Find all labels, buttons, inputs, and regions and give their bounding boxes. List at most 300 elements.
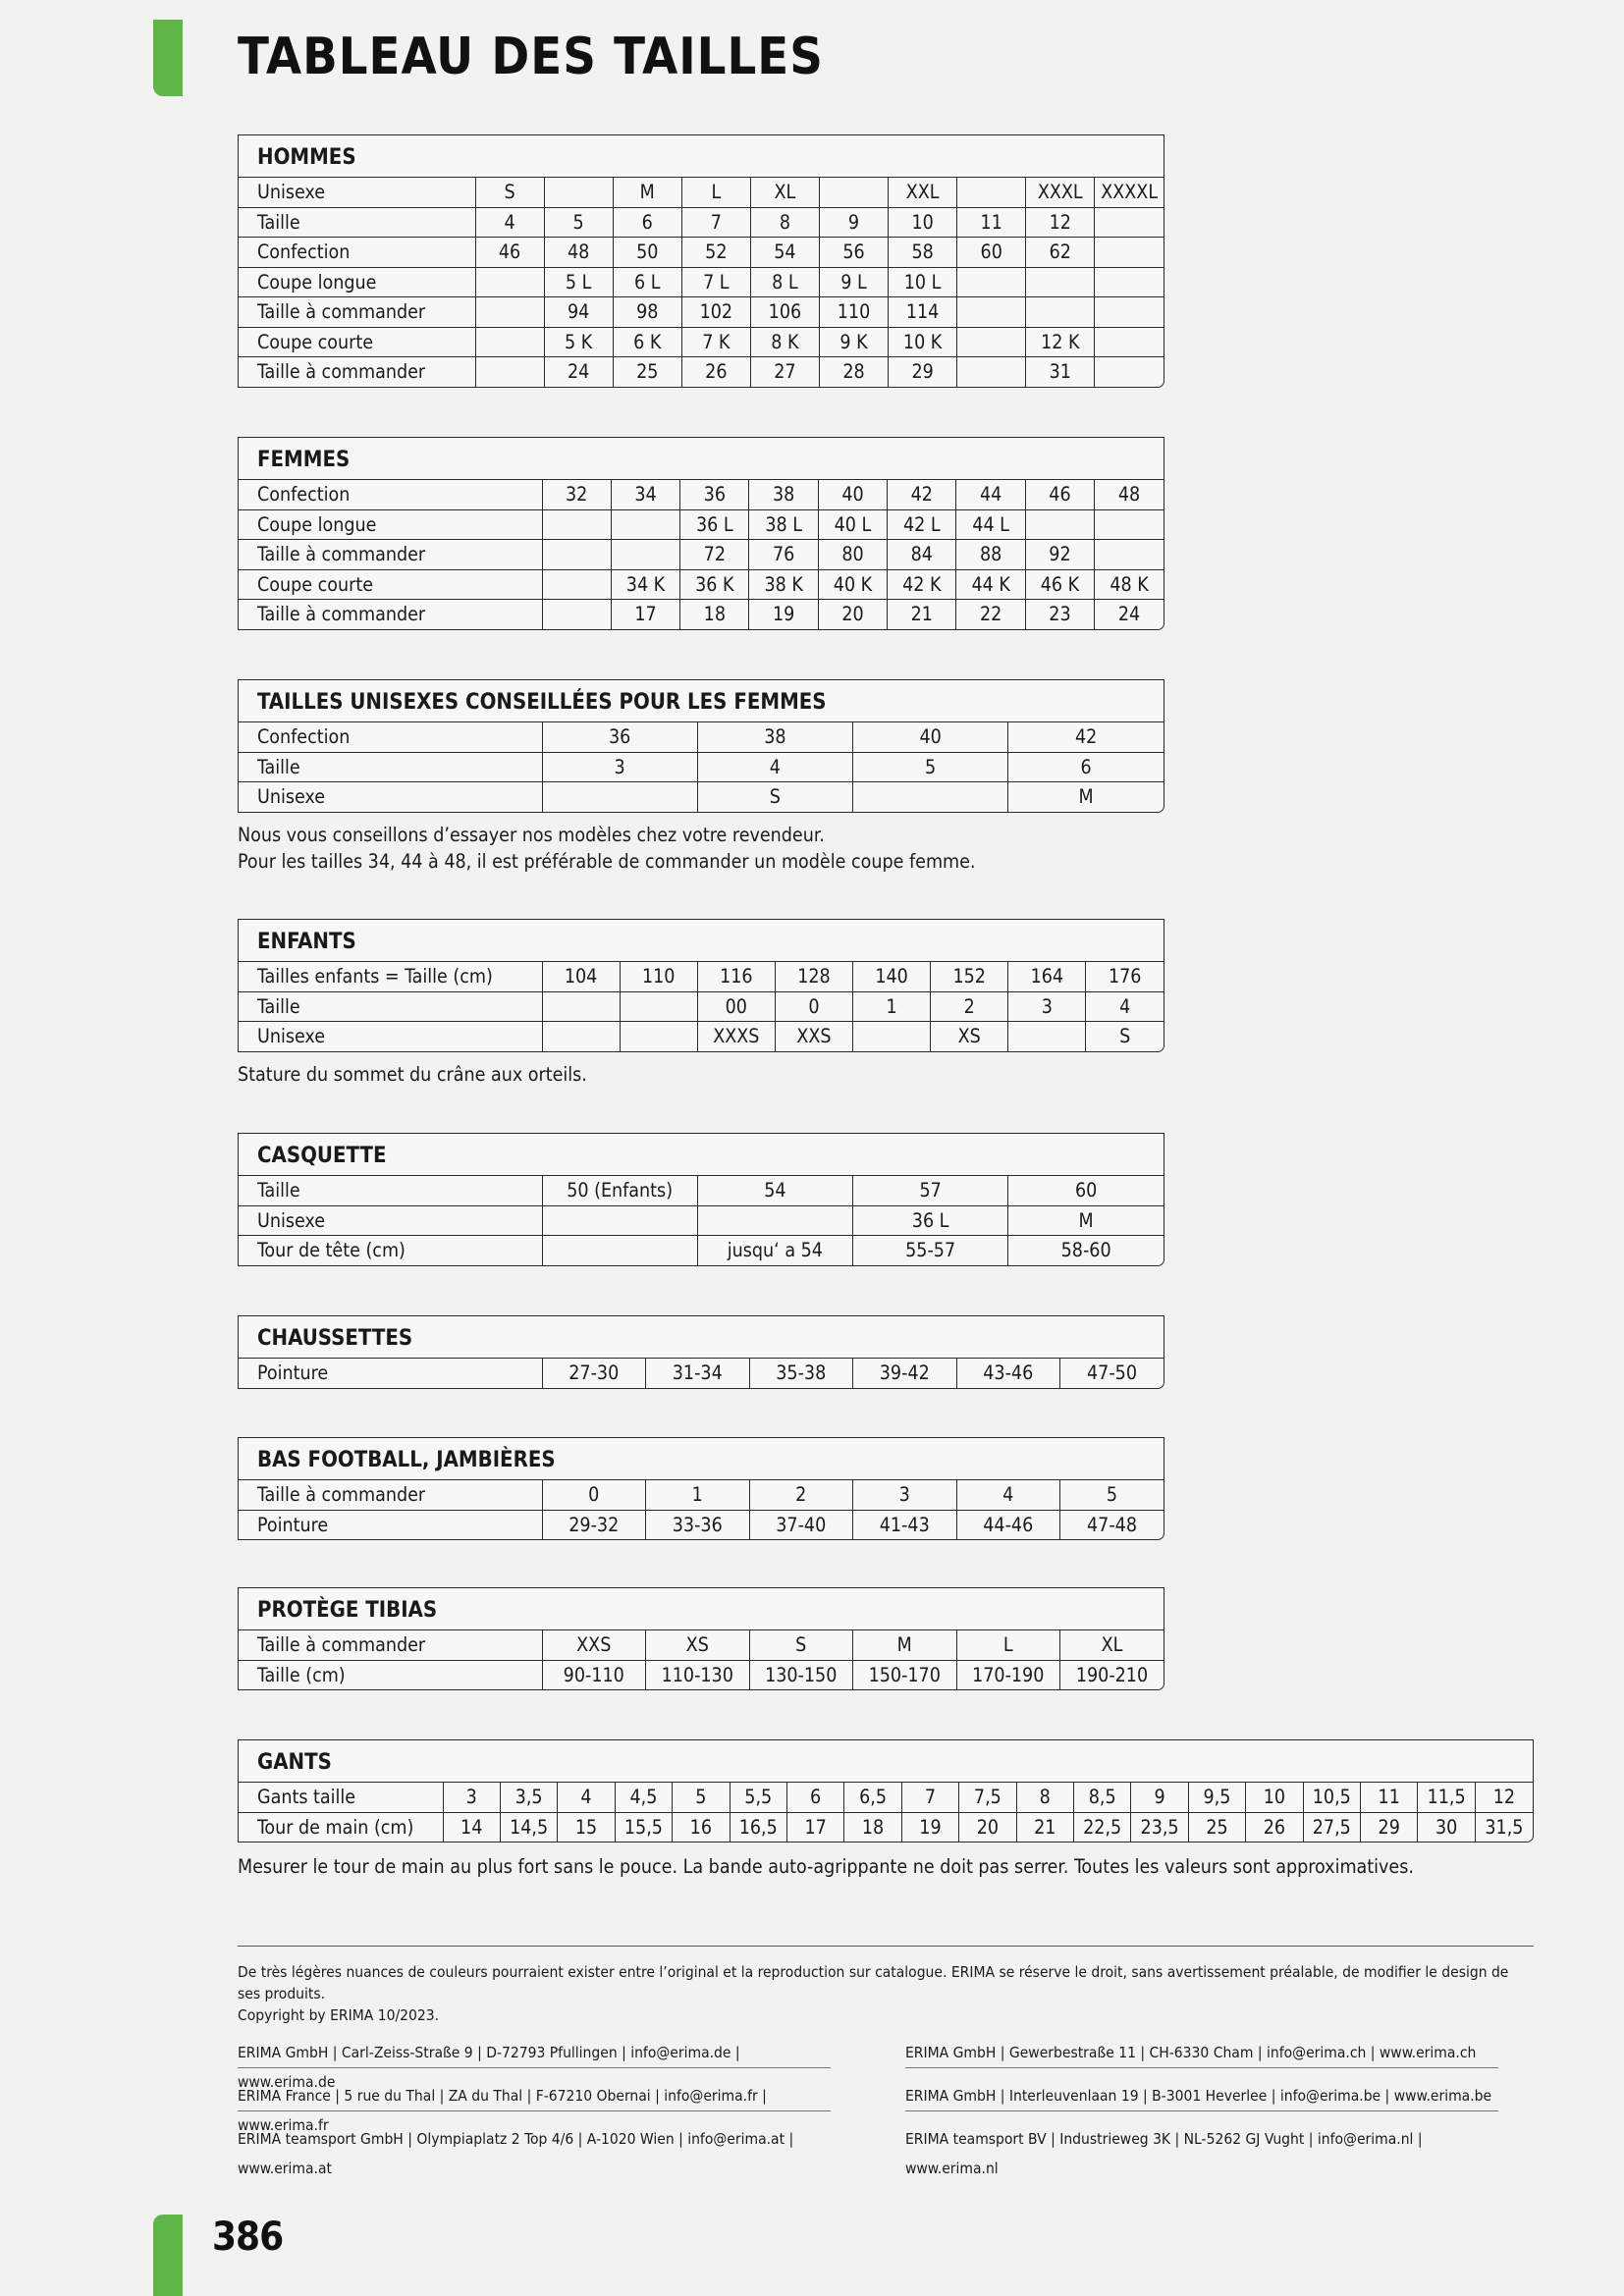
table-cell: 6: [1008, 752, 1164, 782]
table-row: [239, 991, 1164, 1022]
table-cell: 24: [1117, 603, 1141, 626]
table-cell: 102: [681, 297, 750, 328]
row-label: Taille à commander: [239, 540, 542, 570]
table-cell: 54: [750, 238, 819, 268]
table-cell: 11: [1361, 1783, 1418, 1812]
table-cell: 0: [542, 1480, 646, 1510]
table-cell: [1095, 540, 1164, 570]
gants-table-title: GANTS: [239, 1740, 1533, 1783]
row-label: Taille: [239, 1176, 542, 1205]
table-cell: 4: [956, 1480, 1060, 1510]
table-cell: 34 K: [611, 569, 679, 600]
table-cell: 40 L: [818, 509, 887, 540]
table-cell: M: [1078, 785, 1094, 809]
table-cell: 9 K: [819, 327, 888, 357]
table-cell: 10: [1246, 1783, 1303, 1812]
table-cell: [853, 782, 1008, 812]
table-cell: 6: [786, 1783, 843, 1812]
table-cell: 7: [681, 207, 750, 238]
table-cell: 41-43: [853, 1510, 957, 1539]
table-cell: [620, 1022, 697, 1051]
table-cell: 6: [613, 207, 681, 238]
table-cell: 27-30: [542, 1359, 646, 1388]
table-cell: 44: [956, 480, 1025, 509]
table-cell: 10,5: [1303, 1783, 1360, 1812]
row-label: Coupe longue: [239, 267, 475, 297]
table-cell: 8 K: [750, 327, 819, 357]
table-cell: 48 K: [1095, 569, 1164, 600]
femmes-size-table: [238, 437, 1164, 630]
table-cell: 44 L: [956, 509, 1025, 540]
table-cell: 4: [558, 1783, 615, 1812]
row-label: Coupe courte: [239, 327, 475, 357]
row-label: Unisexe: [239, 178, 475, 207]
table-cell: 90-110: [542, 1660, 646, 1689]
row-label: Tour de main (cm): [239, 1812, 443, 1842]
table-cell: 26: [1246, 1812, 1303, 1842]
table-cell: S: [475, 178, 544, 207]
table-row: [239, 1205, 1164, 1236]
chaussettes-size-table: [238, 1315, 1164, 1389]
table-cell: [957, 357, 1026, 387]
table-cell: [542, 1205, 697, 1236]
address-germany: ERIMA GmbH | Carl-Zeiss-Straße 9 | D-72793 Pfullingen | info@erima.de | www.erima.de: [238, 2038, 831, 2068]
table-cell: 104: [542, 962, 620, 991]
table-cell: M: [853, 1630, 957, 1660]
table-cell: 8,5: [1073, 1783, 1130, 1812]
table-cell: 47-48: [1087, 1513, 1137, 1536]
table-cell: 38: [697, 722, 852, 752]
table-cell: 1: [646, 1480, 750, 1510]
table-cell: [475, 327, 544, 357]
table-cell: 0: [775, 991, 852, 1022]
table-row: [239, 540, 1164, 570]
table-cell: 36 K: [680, 569, 749, 600]
address-austria: ERIMA teamsport GmbH | Olympiaplatz 2 Top 4/6 | A-1020 Wien | info@erima.at | www.erima.at: [238, 2130, 794, 2177]
table-cell: 60: [1008, 1176, 1164, 1205]
table-cell: 38 L: [749, 509, 818, 540]
hommes-table-title: HOMMES: [239, 135, 1164, 178]
table-cell: 7 L: [681, 267, 750, 297]
table-cell: 16,5: [730, 1812, 786, 1842]
row-label: Confection: [239, 722, 542, 752]
gants-note: Mesurer le tour de main au plus fort sans le pouce. La bande auto-agrippante ne doit pas serrer. Toutes les valeurs sont approximatives.: [238, 1855, 1414, 1878]
table-cell: [542, 600, 611, 629]
table-cell: 46: [475, 238, 544, 268]
row-label: Pointure: [239, 1510, 542, 1539]
table-cell: 176: [1086, 962, 1164, 991]
row-label: Taille: [239, 991, 542, 1022]
table-cell: 14: [443, 1812, 500, 1842]
table-cell: 25: [613, 357, 681, 387]
row-label: Taille: [239, 207, 475, 238]
table-cell: 42: [1008, 722, 1164, 752]
table-row: [239, 297, 1164, 328]
table-cell: 5: [673, 1783, 730, 1812]
table-cell: 164: [1008, 962, 1086, 991]
table-cell: 52: [681, 238, 750, 268]
table-cell: [475, 297, 544, 328]
address-netherlands: ERIMA teamsport BV | Industrieweg 3K | NL-5262 GJ Vught | info@erima.nl | www.erima.nl: [905, 2130, 1423, 2177]
table-cell: 3: [443, 1783, 500, 1812]
address-switzerland: ERIMA GmbH | Gewerbestraße 11 | CH-6330 Cham | info@erima.ch | www.erima.ch: [905, 2038, 1498, 2068]
table-cell: 190-210: [1075, 1663, 1149, 1686]
table-cell: 110-130: [646, 1660, 750, 1689]
table-cell: 56: [819, 238, 888, 268]
table-row: [239, 1660, 1164, 1689]
table-cell: 18: [680, 600, 749, 629]
table-row: [239, 267, 1164, 297]
table-cell: 60: [957, 238, 1026, 268]
table-row: [239, 1236, 1164, 1265]
table-cell: XL: [1060, 1630, 1164, 1660]
table-cell: 33-36: [646, 1510, 750, 1539]
table-row: [239, 962, 1164, 991]
table-cell: 9: [1131, 1783, 1188, 1812]
table-cell: 11: [957, 207, 1026, 238]
table-cell: 19: [901, 1812, 958, 1842]
table-row: [239, 722, 1164, 752]
table-cell: 5: [1060, 1480, 1164, 1510]
table-cell: [542, 540, 611, 570]
table-row: [239, 600, 1164, 629]
table-cell: 38: [749, 480, 818, 509]
unisexes-femmes-table-title: TAILLES UNISEXES CONSEILLÉES POUR LES FEMMES: [239, 680, 1164, 722]
table-cell: 6 K: [613, 327, 681, 357]
table-cell: [620, 991, 697, 1022]
table-cell: 23: [1025, 600, 1094, 629]
table-cell: 42 L: [888, 509, 956, 540]
table-cell: 128: [775, 962, 852, 991]
table-cell: 58-60: [1060, 1239, 1111, 1262]
table-cell: 11,5: [1418, 1783, 1475, 1812]
table-cell: 29: [1361, 1812, 1418, 1842]
table-cell: [697, 1205, 852, 1236]
table-cell: 80: [818, 540, 887, 570]
table-cell: 43-46: [956, 1359, 1060, 1388]
table-cell: [1026, 297, 1095, 328]
row-label: Taille à commander: [239, 1480, 542, 1510]
table-cell: [1095, 327, 1164, 357]
table-row: [239, 782, 1164, 812]
table-row: [239, 327, 1164, 357]
table-cell: 5: [853, 752, 1008, 782]
table-cell: [542, 782, 697, 812]
table-cell: 38 K: [749, 569, 818, 600]
table-row: [239, 207, 1164, 238]
table-cell: 44-46: [956, 1510, 1060, 1539]
table-cell: 29: [889, 357, 957, 387]
table-cell: 32: [542, 480, 611, 509]
table-cell: 4: [1086, 991, 1164, 1022]
table-cell: [1095, 207, 1164, 238]
table-cell: XXXL: [1026, 178, 1095, 207]
row-label: Taille: [239, 752, 542, 782]
table-row: [239, 509, 1164, 540]
table-cell: [957, 267, 1026, 297]
bas-football-table-title: BAS FOOTBALL, JAMBIÈRES: [239, 1438, 1164, 1480]
table-cell: 30: [1418, 1812, 1475, 1842]
casquette-table-title: CASQUETTE: [239, 1134, 1164, 1176]
table-cell: 50: [613, 238, 681, 268]
table-cell: 44 K: [956, 569, 1025, 600]
table-cell: 116: [697, 962, 775, 991]
table-cell: 36: [680, 480, 749, 509]
table-cell: 36 L: [853, 1205, 1008, 1236]
table-cell: [1095, 238, 1164, 268]
table-cell: jusqu‘ a 54: [697, 1236, 852, 1265]
row-label: Unisexe: [239, 1022, 542, 1051]
table-cell: 12: [1475, 1783, 1533, 1812]
table-cell: 10 K: [889, 327, 957, 357]
table-row: [239, 1783, 1533, 1812]
table-cell: 28: [819, 357, 888, 387]
table-cell: XXXS: [697, 1022, 775, 1051]
table-cell: 19: [749, 600, 818, 629]
table-cell: [611, 509, 679, 540]
table-cell: 47-50: [1087, 1362, 1137, 1385]
table-cell: 57: [853, 1176, 1008, 1205]
table-cell: XXS: [775, 1022, 852, 1051]
table-cell: 37-40: [749, 1510, 853, 1539]
casquette-size-table: [238, 1133, 1164, 1266]
row-label: Coupe longue: [239, 509, 542, 540]
table-cell: [957, 297, 1026, 328]
table-cell: [475, 267, 544, 297]
table-cell: 72: [680, 540, 749, 570]
page-number: 386: [212, 2215, 284, 2260]
table-cell: S: [749, 1630, 853, 1660]
table-cell: [957, 327, 1026, 357]
row-label: Coupe courte: [239, 569, 542, 600]
chaussettes-table-title: CHAUSSETTES: [239, 1316, 1164, 1359]
table-cell: 24: [544, 357, 613, 387]
table-cell: 14,5: [500, 1812, 557, 1842]
table-cell: 22,5: [1073, 1812, 1130, 1842]
row-label: Tour de tête (cm): [239, 1236, 542, 1265]
table-row: [239, 752, 1164, 782]
table-cell: 114: [889, 297, 957, 328]
table-cell: 46: [1025, 480, 1094, 509]
table-cell: 2: [749, 1480, 853, 1510]
table-cell: 23,5: [1131, 1812, 1188, 1842]
table-cell: 10 L: [889, 267, 957, 297]
enfants-note: Stature du sommet du crâne aux orteils.: [238, 1063, 587, 1086]
femmes-table-title: FEMMES: [239, 438, 1164, 480]
table-cell: 35-38: [749, 1359, 853, 1388]
table-cell: [542, 1236, 697, 1265]
table-cell: S: [1119, 1025, 1131, 1048]
gants-size-table: [238, 1739, 1534, 1842]
table-cell: [1008, 1022, 1086, 1051]
table-row: [239, 1480, 1164, 1510]
table-row: [239, 1359, 1164, 1388]
table-cell: 48: [1095, 480, 1164, 509]
table-cell: 150-170: [853, 1660, 957, 1689]
footer-divider: [238, 1946, 1534, 1947]
title-accent-bar: [153, 20, 183, 96]
table-cell: 140: [853, 962, 931, 991]
table-cell: 36: [542, 722, 697, 752]
table-cell: 84: [888, 540, 956, 570]
enfants-size-table: [238, 919, 1164, 1052]
table-cell: 34: [611, 480, 679, 509]
table-cell: 40: [853, 722, 1008, 752]
table-cell: [1025, 509, 1094, 540]
table-row: [239, 569, 1164, 600]
unisexes-note-1: Nous vous conseillons d’essayer nos modèles chez votre revendeur.: [238, 824, 825, 846]
row-label: Tailles enfants = Taille (cm): [239, 962, 542, 991]
table-cell: 31,5: [1485, 1815, 1524, 1839]
table-cell: 130-150: [749, 1660, 853, 1689]
table-cell: XS: [646, 1630, 750, 1660]
table-cell: [1095, 509, 1164, 540]
row-label: Taille à commander: [239, 357, 475, 387]
table-cell: 26: [681, 357, 750, 387]
table-cell: 76: [749, 540, 818, 570]
table-cell: 94: [544, 297, 613, 328]
table-row: [239, 480, 1164, 509]
table-cell: 110: [819, 297, 888, 328]
table-cell: 15,5: [615, 1812, 672, 1842]
table-cell: 50 (Enfants): [542, 1176, 697, 1205]
table-cell: 40 K: [818, 569, 887, 600]
table-cell: 42 K: [888, 569, 956, 600]
table-cell: 27: [750, 357, 819, 387]
table-cell: 55-57: [853, 1236, 1008, 1265]
table-cell: [542, 1022, 620, 1051]
table-cell: 9: [819, 207, 888, 238]
table-cell: 29-32: [542, 1510, 646, 1539]
table-cell: 6 L: [613, 267, 681, 297]
table-cell: 39-42: [853, 1359, 957, 1388]
table-row: [239, 1022, 1164, 1051]
table-cell: XXL: [889, 178, 957, 207]
table-cell: 9,5: [1188, 1783, 1245, 1812]
table-cell: 3,5: [500, 1783, 557, 1812]
table-cell: XS: [931, 1022, 1008, 1051]
row-label: Unisexe: [239, 1205, 542, 1236]
table-cell: 3: [1008, 991, 1086, 1022]
unisexes-note-2: Pour les tailles 34, 44 à 48, il est préférable de commander un modèle coupe femme.: [238, 850, 976, 873]
bas-football-size-table: [238, 1437, 1164, 1540]
table-cell: 5 L: [544, 267, 613, 297]
table-cell: [542, 509, 611, 540]
table-cell: 12: [1026, 207, 1095, 238]
table-cell: S: [697, 782, 852, 812]
table-cell: 31-34: [646, 1359, 750, 1388]
table-cell: M: [1008, 1205, 1164, 1236]
table-row: [239, 238, 1164, 268]
table-cell: 2: [931, 991, 1008, 1022]
table-cell: 92: [1025, 540, 1094, 570]
table-cell: 00: [697, 991, 775, 1022]
table-cell: XXS: [542, 1630, 646, 1660]
table-row: [239, 357, 1164, 387]
table-cell: 20: [959, 1812, 1016, 1842]
table-cell: 5,5: [730, 1783, 786, 1812]
table-cell: 7,5: [959, 1783, 1016, 1812]
table-cell: [475, 357, 544, 387]
table-cell: 17: [786, 1812, 843, 1842]
table-cell: 25: [1188, 1812, 1245, 1842]
table-cell: 106: [750, 297, 819, 328]
table-cell: 8: [1016, 1783, 1073, 1812]
table-cell: 88: [956, 540, 1025, 570]
table-cell: [853, 1022, 931, 1051]
table-cell: [819, 178, 888, 207]
table-cell: 21: [1016, 1812, 1073, 1842]
table-cell: L: [956, 1630, 1060, 1660]
table-cell: 20: [818, 600, 887, 629]
table-cell: 7 K: [681, 327, 750, 357]
table-cell: 46 K: [1025, 569, 1094, 600]
table-cell: 54: [697, 1176, 852, 1205]
table-cell: 17: [611, 600, 679, 629]
table-cell: 58: [889, 238, 957, 268]
protege-tibias-size-table: [238, 1587, 1164, 1690]
table-cell: 7: [901, 1783, 958, 1812]
row-label: Gants taille: [239, 1783, 443, 1812]
table-cell: [542, 991, 620, 1022]
address-france: ERIMA France | 5 rue du Thal | ZA du Thal | F-67210 Obernai | info@erima.fr | www.erima.fr: [238, 2081, 831, 2111]
table-cell: [1026, 267, 1095, 297]
table-cell: 21: [888, 600, 956, 629]
table-row: [239, 1812, 1533, 1842]
table-cell: 22: [956, 600, 1025, 629]
table-cell: 4: [475, 207, 544, 238]
table-cell: [1095, 297, 1164, 328]
table-row: [239, 1510, 1164, 1539]
table-cell: [957, 178, 1026, 207]
table-cell: 16: [673, 1812, 730, 1842]
table-cell: 3: [853, 1480, 957, 1510]
enfants-table-title: ENFANTS: [239, 920, 1164, 962]
table-cell: [1095, 357, 1164, 387]
row-label: Taille à commander: [239, 297, 475, 328]
table-cell: 31: [1026, 357, 1095, 387]
table-cell: 1: [853, 991, 931, 1022]
table-cell: 3: [542, 752, 697, 782]
row-label: Confection: [239, 480, 542, 509]
row-label: Taille à commander: [239, 600, 542, 629]
table-cell: 36 L: [680, 509, 749, 540]
table-cell: 40: [818, 480, 887, 509]
table-cell: XXXXL: [1095, 178, 1164, 207]
table-row: [239, 1176, 1164, 1205]
table-cell: 42: [888, 480, 956, 509]
table-cell: 5 K: [544, 327, 613, 357]
table-cell: 4: [697, 752, 852, 782]
table-cell: 9 L: [819, 267, 888, 297]
table-row: [239, 178, 1164, 207]
table-cell: 10: [889, 207, 957, 238]
table-cell: 18: [844, 1812, 901, 1842]
disclaimer-text: De très légères nuances de couleurs pourraient exister entre l’original et la reproduction sur catalogue. ERIMA se réserve le droit, sans avertissement préalable, de modifier le design de ses produits.: [238, 1963, 1509, 2002]
table-cell: [544, 178, 613, 207]
row-label: Taille (cm): [239, 1660, 542, 1689]
table-cell: 62: [1026, 238, 1095, 268]
copyright-text: Copyright by ERIMA 10/2023.: [238, 2006, 440, 2024]
table-cell: 8 L: [750, 267, 819, 297]
table-cell: [1095, 267, 1164, 297]
table-cell: M: [613, 178, 681, 207]
address-belgium: ERIMA GmbH | Interleuvenlaan 19 | B-3001 Heverlee | info@erima.be | www.erima.be: [905, 2081, 1498, 2111]
hommes-size-table: [238, 134, 1164, 388]
table-cell: [542, 569, 611, 600]
protege-tibias-table-title: PROTÈGE TIBIAS: [239, 1588, 1164, 1630]
table-cell: [611, 540, 679, 570]
